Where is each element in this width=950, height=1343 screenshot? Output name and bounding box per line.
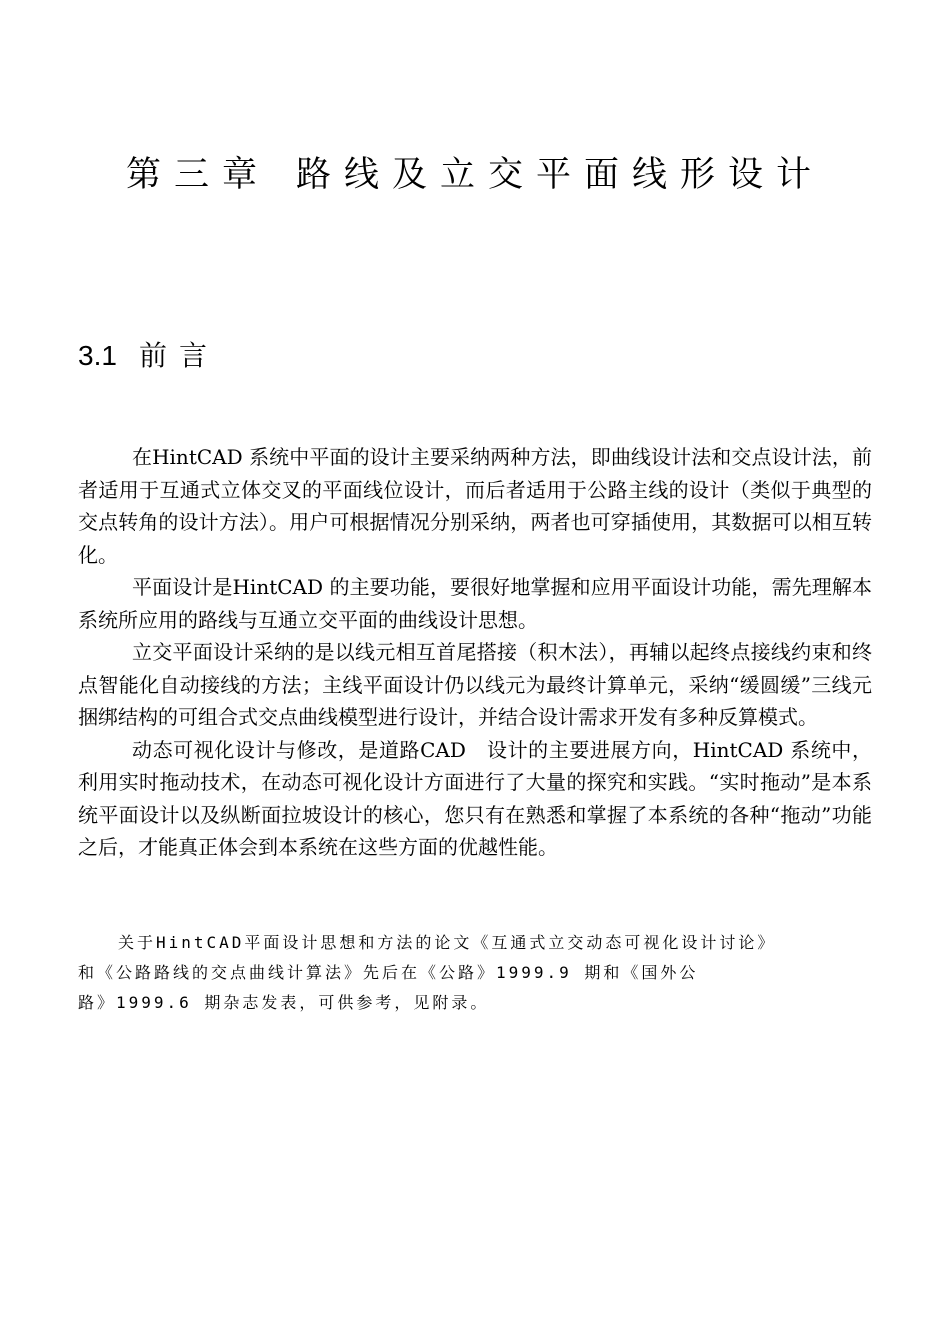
paragraph: 动态可视化设计与修改，是道路CAD 设计的主要进展方向，HintCAD 系统中，利用实时拖动技术，在动态可视化设计方面进行了大量的探究和实践。“实时拖动”是本系统平面设计以及纵断面拉坡设计的核心，您只有在熟悉和掌握了本系统的各种“拖动”功能之后，才能真正体会到本系统在这些方面的优越性能。 [78,737,872,859]
note-line: 关于HintCAD平面设计思想和方法的论文《互通式立交动态可视化设计讨论》 [118,933,777,952]
chapter-title [78,148,872,202]
body-text [78,441,872,864]
section-number: 3.1 [78,340,117,371]
section-heading [78,334,219,378]
chapter-number: 第三章 [125,155,270,195]
note-line: 和《公路路线的交点曲线计算法》先后在《公路》1999.9 期和《国外公 [78,963,699,982]
paragraph: 平面设计是HintCAD 的主要功能，要很好地掌握和应用平面设计功能，需先理解本系统所应用的路线与互通立交平面的曲线设计思想。 [78,575,872,632]
reference-note [78,928,872,1018]
section-name: 前言 [138,339,219,372]
paragraph: 在HintCAD 系统中平面的设计主要采纳两种方法，即曲线设计法和交点设计法，前者适用于互通式立体交叉的平面线位设计，而后者适用于公路主线的设计（类似于典型的交点转角的设计方法）。用户可根据情况分别采纳，两者也可穿插使用，其数据可以相互转化。 [78,445,872,567]
chapter-name: 路线及立交平面线形设计 [296,155,825,195]
paragraph: 立交平面设计采纳的是以线元相互首尾搭接（积木法），再辅以起终点接线约束和终点智能化自动接线的方法；主线平面设计仍以线元为最终计算单元，采纳“缓圆缓”三线元捆绑结构的可组合式交点曲线模型进行设计，并结合设计需求开发有多种反算模式。 [78,640,872,729]
note-line: 路》1999.6 期杂志发表，可供参考，见附录。 [78,993,490,1012]
